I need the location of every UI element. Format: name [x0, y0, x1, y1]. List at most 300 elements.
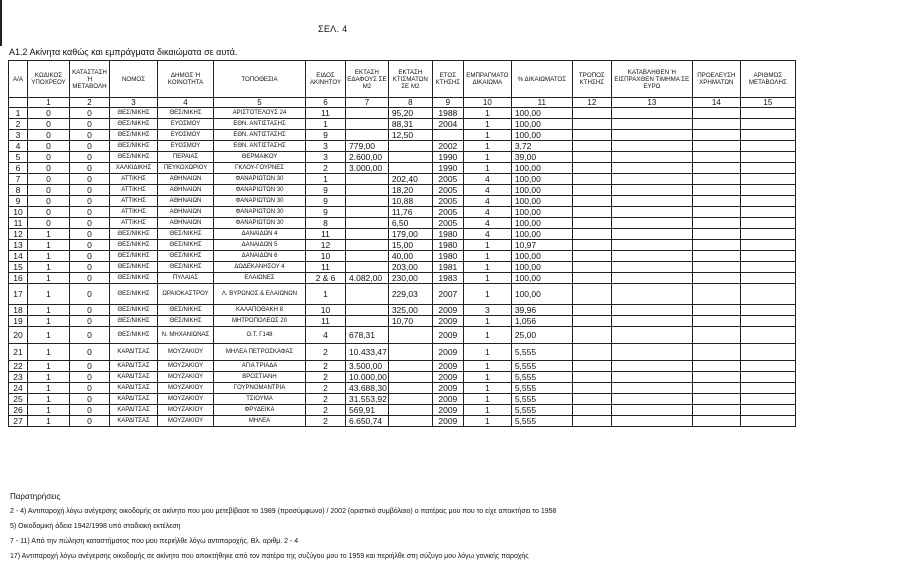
cell-prefecture: ΧΑΛΚΙΔΙΚΗΣ [110, 163, 158, 174]
cell-type: 2 [306, 163, 346, 174]
cell-percent: 5,555 [511, 383, 572, 394]
cell-percent: 10,97 [511, 240, 572, 251]
cell-prefecture: ΘΕΣ/ΝΙΚΗΣ [110, 327, 158, 344]
cell-right: 1 [463, 372, 511, 383]
cell-change-no [740, 372, 795, 383]
cell-percent: 39,00 [511, 152, 572, 163]
header-cell: ΕΜΠΡΑΓΜΑΤΟ ΔΙΚΑΙΩΜΑ [463, 61, 511, 98]
cell-code: 0 [28, 207, 70, 218]
cell-land-area [346, 185, 389, 196]
cell-change-no [740, 405, 795, 416]
cell-type: 11 [306, 229, 346, 240]
cell-municipality: ΩΡΑΙΟΚΑΣΤΡΟΥ [158, 284, 214, 305]
cell-location: ΒΡΟΣΤΙΑΝΗ [214, 372, 306, 383]
cell-price [611, 163, 692, 174]
cell-acquisition [572, 196, 611, 207]
cell-land-area [346, 240, 389, 251]
cell-prefecture: ΚΑΡΔΙΤΣΑΣ [110, 383, 158, 394]
cell-year: 1983 [432, 273, 463, 284]
cell-building-area [388, 163, 432, 174]
cell-municipality: ΠΕΡΑΙΑΣ [158, 152, 214, 163]
column-number-cell: 1 [28, 98, 70, 108]
cell-land-area [346, 284, 389, 305]
cell-municipality: ΘΕΣ/ΝΙΚΗΣ [158, 251, 214, 262]
cell-right: 1 [463, 108, 511, 119]
cell-source [692, 262, 740, 273]
cell-change-no [740, 229, 795, 240]
cell-building-area [388, 416, 432, 427]
note-line: 7 - 11) Από την πώληση καταστήματος που μου περιήλθε λόγω αντιπαροχής. Βλ. αριθμ. 2 - 4 [10, 538, 299, 545]
cell-change-no [740, 163, 795, 174]
notes-heading: Παρατηρήσεις [10, 492, 61, 501]
column-number-cell: 11 [511, 98, 572, 108]
cell-type: 9 [306, 185, 346, 196]
cell-year: 2002 [432, 141, 463, 152]
cell-status: 0 [70, 273, 110, 284]
cell-code: 1 [28, 229, 70, 240]
header-cell: ΝΟΜΟΣ [110, 61, 158, 98]
cell-right: 1 [463, 344, 511, 361]
cell-acquisition [572, 361, 611, 372]
cell-prefecture: ΘΕΣ/ΝΙΚΗΣ [110, 262, 158, 273]
cell-land-area: 3.500,00 [346, 361, 389, 372]
cell-location: ΔΑΝΑΙΔΩΝ 5 [214, 240, 306, 251]
header-cell: ΠΡΟΕΛΕΥΣΗ ΧΡΗΜΑΤΩΝ [692, 61, 740, 98]
cell-municipality: ΘΕΣ/ΝΙΚΗΣ [158, 229, 214, 240]
cell-percent: 5,555 [511, 416, 572, 427]
cell-year: 1981 [432, 262, 463, 273]
header-cell: ΔΗΜΟΣ Ή ΚΟΙΝΟΤΗΤΑ [158, 61, 214, 98]
cell-price [611, 141, 692, 152]
cell-land-area [346, 316, 389, 327]
cell-status: 0 [70, 218, 110, 229]
section-title: Α1.2 Ακίνητα καθώς και εμπράγματα δικαιώματα σε αυτά. [9, 47, 238, 57]
cell-year: 2009 [432, 344, 463, 361]
cell-type: 1 [306, 174, 346, 185]
table-row [9, 207, 796, 218]
cell-year: 2007 [432, 284, 463, 305]
cell-percent: 39,96 [511, 305, 572, 316]
cell-right: 1 [463, 383, 511, 394]
cell-building-area [388, 361, 432, 372]
cell-prefecture: ΚΑΡΔΙΤΣΑΣ [110, 372, 158, 383]
column-number-cell: 4 [158, 98, 214, 108]
cell-building-area [388, 405, 432, 416]
cell-year: 2005 [432, 218, 463, 229]
cell-aa: 12 [9, 229, 28, 240]
table-row [9, 372, 796, 383]
cell-code: 1 [28, 251, 70, 262]
cell-status: 0 [70, 240, 110, 251]
cell-type: 2 [306, 383, 346, 394]
table-body [9, 108, 796, 427]
cell-code: 0 [28, 185, 70, 196]
cell-aa: 13 [9, 240, 28, 251]
cell-land-area: 678,31 [346, 327, 389, 344]
cell-source [692, 152, 740, 163]
table-row [9, 383, 796, 394]
cell-building-area: 15,00 [388, 240, 432, 251]
cell-code: 0 [28, 218, 70, 229]
cell-municipality: ΑΘΗΝΑΙΩΝ [158, 207, 214, 218]
cell-municipality: ΕΥΟΣΜΟΥ [158, 141, 214, 152]
cell-aa: 26 [9, 405, 28, 416]
table-row [9, 416, 796, 427]
cell-aa: 11 [9, 218, 28, 229]
cell-acquisition [572, 207, 611, 218]
table-row [9, 196, 796, 207]
cell-price [611, 119, 692, 130]
cell-year: 2009 [432, 361, 463, 372]
page-edge-line [0, 0, 2, 46]
cell-building-area: 203,00 [388, 262, 432, 273]
cell-right: 4 [463, 218, 511, 229]
cell-type: 2 [306, 405, 346, 416]
column-number-cell: 6 [306, 98, 346, 108]
cell-status: 0 [70, 383, 110, 394]
cell-code: 1 [28, 344, 70, 361]
cell-source [692, 108, 740, 119]
cell-land-area: 3.000,00 [346, 163, 389, 174]
cell-source [692, 284, 740, 305]
cell-code: 1 [28, 262, 70, 273]
cell-land-area [346, 174, 389, 185]
cell-aa: 5 [9, 152, 28, 163]
cell-status: 0 [70, 361, 110, 372]
cell-source [692, 174, 740, 185]
cell-building-area: 229,03 [388, 284, 432, 305]
table-row [9, 163, 796, 174]
cell-source [692, 141, 740, 152]
cell-status: 0 [70, 305, 110, 316]
cell-year: 1980 [432, 240, 463, 251]
cell-change-no [740, 130, 795, 141]
cell-percent: 100,00 [511, 108, 572, 119]
cell-price [611, 196, 692, 207]
cell-source [692, 344, 740, 361]
cell-price [611, 416, 692, 427]
table-row [9, 185, 796, 196]
cell-type: 2 [306, 394, 346, 405]
cell-acquisition [572, 316, 611, 327]
cell-municipality: Ν. ΜΗΧΑΝΙΩΝΑΣ [158, 327, 214, 344]
cell-price [611, 383, 692, 394]
cell-aa: 1 [9, 108, 28, 119]
cell-acquisition [572, 163, 611, 174]
cell-code: 0 [28, 130, 70, 141]
cell-building-area: 12,50 [388, 130, 432, 141]
table-row [9, 240, 796, 251]
cell-status: 0 [70, 284, 110, 305]
cell-location: ΦΑΝΑΡΙΩΤΩΝ 30 [214, 196, 306, 207]
cell-building-area [388, 344, 432, 361]
cell-year: 2005 [432, 174, 463, 185]
cell-year: 2009 [432, 405, 463, 416]
cell-percent: 100,00 [511, 130, 572, 141]
cell-price [611, 372, 692, 383]
cell-source [692, 218, 740, 229]
cell-change-no [740, 141, 795, 152]
cell-type: 11 [306, 262, 346, 273]
cell-type: 9 [306, 130, 346, 141]
cell-right: 1 [463, 405, 511, 416]
cell-change-no [740, 284, 795, 305]
cell-building-area: 6,50 [388, 218, 432, 229]
cell-price [611, 251, 692, 262]
cell-building-area [388, 152, 432, 163]
cell-land-area [346, 229, 389, 240]
cell-source [692, 251, 740, 262]
cell-land-area [346, 108, 389, 119]
cell-municipality: ΘΕΣ/ΝΙΚΗΣ [158, 240, 214, 251]
cell-building-area [388, 327, 432, 344]
cell-change-no [740, 361, 795, 372]
cell-right: 1 [463, 240, 511, 251]
cell-percent: 100,00 [511, 262, 572, 273]
cell-price [611, 174, 692, 185]
cell-aa: 14 [9, 251, 28, 262]
cell-right: 1 [463, 273, 511, 284]
table-row [9, 119, 796, 130]
cell-building-area: 18,20 [388, 185, 432, 196]
header-cell: ΚΑΤΑΒΛΗΘΕΝ Ή ΕΙΣΠΡΑΧΘΕΝ ΤΙΜΗΜΑ ΣΕ ΕΥΡΩ [611, 61, 692, 98]
cell-status: 0 [70, 119, 110, 130]
cell-price [611, 240, 692, 251]
cell-price [611, 327, 692, 344]
cell-prefecture: ΘΕΣ/ΝΙΚΗΣ [110, 284, 158, 305]
cell-prefecture: ΑΤΤΙΚΗΣ [110, 207, 158, 218]
cell-prefecture: ΘΕΣ/ΝΙΚΗΣ [110, 273, 158, 284]
cell-aa: 9 [9, 196, 28, 207]
cell-municipality: ΜΟΥΖΑΚΙΟΥ [158, 372, 214, 383]
cell-percent: 100,00 [511, 196, 572, 207]
cell-status: 0 [70, 316, 110, 327]
cell-code: 1 [28, 284, 70, 305]
cell-prefecture: ΚΑΡΔΙΤΣΑΣ [110, 394, 158, 405]
cell-prefecture: ΚΑΡΔΙΤΣΑΣ [110, 344, 158, 361]
cell-change-no [740, 344, 795, 361]
cell-aa: 18 [9, 305, 28, 316]
cell-change-no [740, 273, 795, 284]
cell-land-area: 2.600,00 [346, 152, 389, 163]
cell-aa: 21 [9, 344, 28, 361]
cell-status: 0 [70, 130, 110, 141]
cell-status: 0 [70, 163, 110, 174]
cell-prefecture: ΘΕΣ/ΝΙΚΗΣ [110, 152, 158, 163]
property-table [8, 60, 796, 427]
cell-acquisition [572, 327, 611, 344]
cell-land-area [346, 262, 389, 273]
cell-acquisition [572, 119, 611, 130]
cell-location: ΤΣΙΟΥΜΑ [214, 394, 306, 405]
cell-code: 1 [28, 240, 70, 251]
cell-code: 0 [28, 174, 70, 185]
cell-percent: 3,72 [511, 141, 572, 152]
cell-acquisition [572, 416, 611, 427]
cell-location: ΦΑΝΑΡΙΩΤΩΝ 30 [214, 185, 306, 196]
cell-prefecture: ΑΤΤΙΚΗΣ [110, 196, 158, 207]
cell-year: 2009 [432, 305, 463, 316]
cell-location: ΕΛΑΙΩΝΕΣ [214, 273, 306, 284]
cell-acquisition [572, 344, 611, 361]
cell-land-area: 779,00 [346, 141, 389, 152]
cell-price [611, 207, 692, 218]
cell-percent: 5,555 [511, 405, 572, 416]
cell-price [611, 185, 692, 196]
cell-source [692, 119, 740, 130]
cell-location: ΑΓΙΑ ΤΡΙΑΔΑ [214, 361, 306, 372]
cell-source [692, 163, 740, 174]
cell-aa: 23 [9, 372, 28, 383]
cell-year: 2009 [432, 372, 463, 383]
cell-prefecture: ΘΕΣ/ΝΙΚΗΣ [110, 305, 158, 316]
header-cell: ΕΤΟΣ ΚΤΗΣΗΣ [432, 61, 463, 98]
cell-aa: 3 [9, 130, 28, 141]
table-row [9, 344, 796, 361]
cell-source [692, 361, 740, 372]
cell-type: 10 [306, 251, 346, 262]
cell-code: 1 [28, 383, 70, 394]
cell-type: 3 [306, 141, 346, 152]
cell-prefecture: ΘΕΣ/ΝΙΚΗΣ [110, 141, 158, 152]
cell-location: ΜΗΤΡΟΠΟΛΕΩΣ 20 [214, 316, 306, 327]
cell-percent: 5,555 [511, 361, 572, 372]
cell-municipality: ΘΕΣ/ΝΙΚΗΣ [158, 108, 214, 119]
cell-building-area: 10,88 [388, 196, 432, 207]
cell-status: 0 [70, 394, 110, 405]
cell-land-area: 10.433,47 [346, 344, 389, 361]
cell-code: 0 [28, 163, 70, 174]
cell-status: 0 [70, 185, 110, 196]
cell-municipality: ΑΘΗΝΑΙΩΝ [158, 196, 214, 207]
column-number-cell [9, 98, 28, 108]
cell-prefecture: ΘΕΣ/ΝΙΚΗΣ [110, 229, 158, 240]
cell-status: 0 [70, 251, 110, 262]
cell-status: 0 [70, 152, 110, 163]
cell-aa: 27 [9, 416, 28, 427]
cell-type: 2 [306, 372, 346, 383]
cell-prefecture: ΘΕΣ/ΝΙΚΗΣ [110, 108, 158, 119]
cell-price [611, 273, 692, 284]
cell-percent: 5,555 [511, 394, 572, 405]
cell-aa: 10 [9, 207, 28, 218]
cell-type: 4 [306, 327, 346, 344]
cell-code: 0 [28, 196, 70, 207]
cell-source [692, 383, 740, 394]
cell-location: ΦΑΝΑΡΙΩΤΩΝ 30 [214, 174, 306, 185]
cell-aa: 19 [9, 316, 28, 327]
table-row [9, 229, 796, 240]
cell-land-area: 10.000,00 [346, 372, 389, 383]
cell-right: 3 [463, 305, 511, 316]
cell-price [611, 262, 692, 273]
cell-percent: 100,00 [511, 163, 572, 174]
cell-price [611, 361, 692, 372]
cell-year: 2009 [432, 416, 463, 427]
cell-building-area [388, 383, 432, 394]
cell-type: 11 [306, 316, 346, 327]
cell-location: ΦΡΥΔΕΙΚΑ [214, 405, 306, 416]
cell-building-area: 95,20 [388, 108, 432, 119]
note-line: 17) Αντιπαροχή λόγω ανέγερσης οικοδομής σε ακίνητο που αποκτήθηκε από τον πατέρα της συζύγου μου το 1959 και περιήλθε στη σύζυγο μου λόγω γονικής παροχής [10, 553, 529, 560]
table-row [9, 327, 796, 344]
cell-municipality: ΘΕΣ/ΝΙΚΗΣ [158, 262, 214, 273]
cell-type: 9 [306, 196, 346, 207]
cell-municipality: ΜΟΥΖΑΚΙΟΥ [158, 361, 214, 372]
cell-acquisition [572, 218, 611, 229]
column-number-cell: 7 [346, 98, 389, 108]
cell-year: 1988 [432, 108, 463, 119]
cell-location: ΔΑΝΑΙΔΩΝ 4 [214, 229, 306, 240]
cell-change-no [740, 416, 795, 427]
header-cell: Α/Α [9, 61, 28, 98]
cell-municipality: ΠΥΛΑΙΑΣ [158, 273, 214, 284]
cell-acquisition [572, 251, 611, 262]
column-number-cell: 5 [214, 98, 306, 108]
header-cell: ΤΟΠΟΘΕΣΙΑ [214, 61, 306, 98]
cell-building-area: 230,00 [388, 273, 432, 284]
cell-status: 0 [70, 416, 110, 427]
cell-change-no [740, 394, 795, 405]
cell-right: 1 [463, 130, 511, 141]
cell-source [692, 405, 740, 416]
cell-land-area: 43.688,30 [346, 383, 389, 394]
cell-aa: 8 [9, 185, 28, 196]
column-number-cell: 14 [692, 98, 740, 108]
cell-aa: 16 [9, 273, 28, 284]
cell-prefecture: ΘΕΣ/ΝΙΚΗΣ [110, 316, 158, 327]
cell-code: 0 [28, 108, 70, 119]
cell-percent: 100,00 [511, 207, 572, 218]
cell-percent: 5,555 [511, 344, 572, 361]
cell-acquisition [572, 174, 611, 185]
cell-price [611, 394, 692, 405]
cell-status: 0 [70, 262, 110, 273]
cell-building-area [388, 394, 432, 405]
cell-prefecture: ΑΤΤΙΚΗΣ [110, 185, 158, 196]
column-number-cell: 8 [388, 98, 432, 108]
cell-prefecture: ΑΤΤΙΚΗΣ [110, 218, 158, 229]
cell-change-no [740, 251, 795, 262]
cell-percent: 100,00 [511, 218, 572, 229]
cell-building-area: 325,00 [388, 305, 432, 316]
cell-type: 1 [306, 284, 346, 305]
cell-location: ΑΡΙΣΤΟΤΕΛΟΥΣ 24 [214, 108, 306, 119]
column-number-cell: 15 [740, 98, 795, 108]
cell-aa: 20 [9, 327, 28, 344]
column-number-cell: 2 [70, 98, 110, 108]
cell-acquisition [572, 240, 611, 251]
cell-change-no [740, 108, 795, 119]
cell-code: 1 [28, 416, 70, 427]
cell-prefecture: ΘΕΣ/ΝΙΚΗΣ [110, 240, 158, 251]
cell-aa: 2 [9, 119, 28, 130]
cell-land-area [346, 218, 389, 229]
cell-acquisition [572, 394, 611, 405]
cell-right: 1 [463, 361, 511, 372]
table-row [9, 152, 796, 163]
cell-location: ΕΘΝ. ΑΝΤΙΣΤΑΣΗΣ [214, 130, 306, 141]
table-row [9, 108, 796, 119]
cell-year: 2009 [432, 316, 463, 327]
cell-prefecture: ΚΑΡΔΙΤΣΑΣ [110, 361, 158, 372]
cell-municipality: ΠΕΥΚΟΧΩΡΙΟΥ [158, 163, 214, 174]
cell-code: 1 [28, 305, 70, 316]
cell-acquisition [572, 305, 611, 316]
cell-change-no [740, 240, 795, 251]
cell-code: 1 [28, 394, 70, 405]
cell-municipality: ΘΕΣ/ΝΙΚΗΣ [158, 305, 214, 316]
